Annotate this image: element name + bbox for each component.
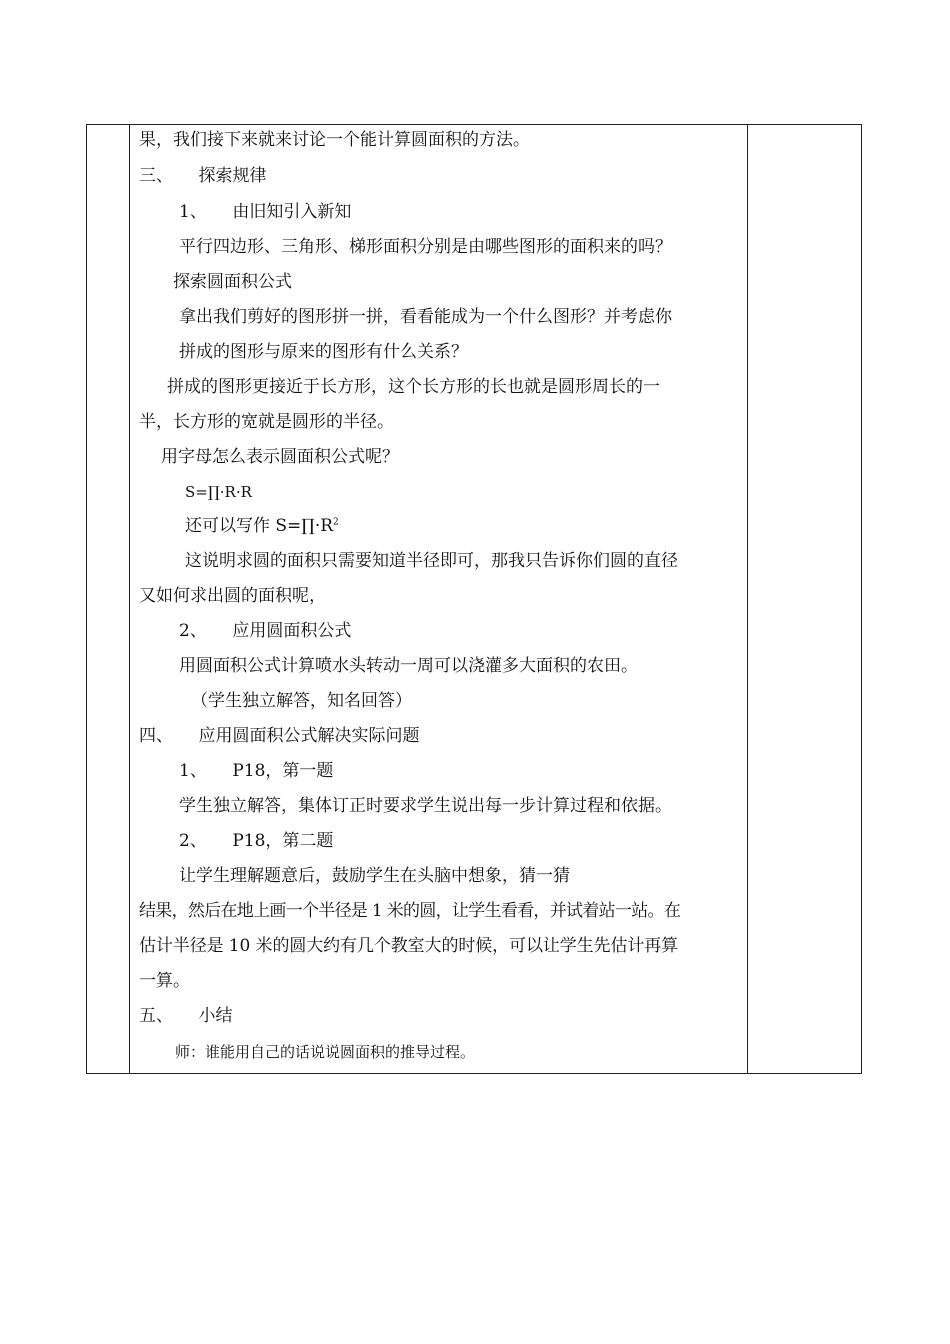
text-line: 平行四边形、三角形、梯形面积分别是由哪些图形的面积来的吗？	[179, 237, 672, 257]
section-heading: 四、 应用圆面积公式解决实际问题	[139, 726, 420, 746]
lesson-content-cell	[129, 124, 747, 1074]
text-line: 又如何求出圆的面积呢，	[139, 586, 326, 606]
formula-line: S=∏·R·R	[185, 483, 252, 501]
subsection-heading: 1、 由旧知引入新知	[179, 202, 352, 222]
text-line: 师：谁能用自己的话说说圆面积的推导过程。	[175, 1043, 476, 1061]
text-line: 拼成的图形与原来的图形有什么关系？	[179, 342, 468, 362]
text-line: （学生独立解答，知名回答）	[191, 691, 412, 711]
formula-text: 还可以写作 S=∏·R	[185, 516, 334, 536]
text-line: 拼成的图形更接近于长方形，这个长方形的长也就是圆形周长的一	[167, 377, 660, 397]
text-line: 果，我们接下来就来讨论一个能计算圆面积的方法。	[139, 130, 530, 150]
text-line: 学生独立解答，集体订正时要求学生说出每一步计算过程和依据。	[179, 796, 672, 816]
text-line: 用字母怎么表示圆面积公式呢？	[161, 447, 399, 467]
text-line: 让学生理解题意后，鼓励学生在头脑中想象，猜一猜	[179, 866, 570, 886]
section-heading: 五、 小结	[139, 1006, 233, 1026]
text-line: 结果，然后在地上画一个半径是 1 米的圆，让学生看看，并试着站一站。在	[139, 901, 681, 921]
text-line: 拿出我们剪好的图形拼一拼，看看能成为一个什么图形？并考虑你	[179, 307, 672, 327]
section-heading: 三、 探索规律	[139, 166, 267, 186]
subsection-heading: 2、 P18，第二题	[179, 831, 334, 851]
formula-exponent: 2	[333, 517, 339, 528]
subsection-heading: 1、 P18，第一题	[179, 761, 334, 781]
text-line: 半，长方形的宽就是圆形的半径。	[139, 412, 394, 432]
text-line: 估计半径是 10 米的圆大约有几个教室大的时候，可以让学生先估计再算	[139, 936, 679, 956]
text-line: 用圆面积公式计算喷水头转动一周可以浇灌多大面积的农田。	[179, 656, 638, 676]
text-line: 探索圆面积公式	[173, 272, 292, 292]
formula-line	[185, 514, 339, 538]
text-line: 一算。	[139, 971, 190, 991]
subsection-heading: 2、 应用圆面积公式	[179, 621, 352, 641]
table-column-divider-right	[747, 125, 748, 1073]
text-line: 这说明求圆的面积只需要知道半径即可，那我只告诉你们圆的直径	[185, 551, 678, 571]
